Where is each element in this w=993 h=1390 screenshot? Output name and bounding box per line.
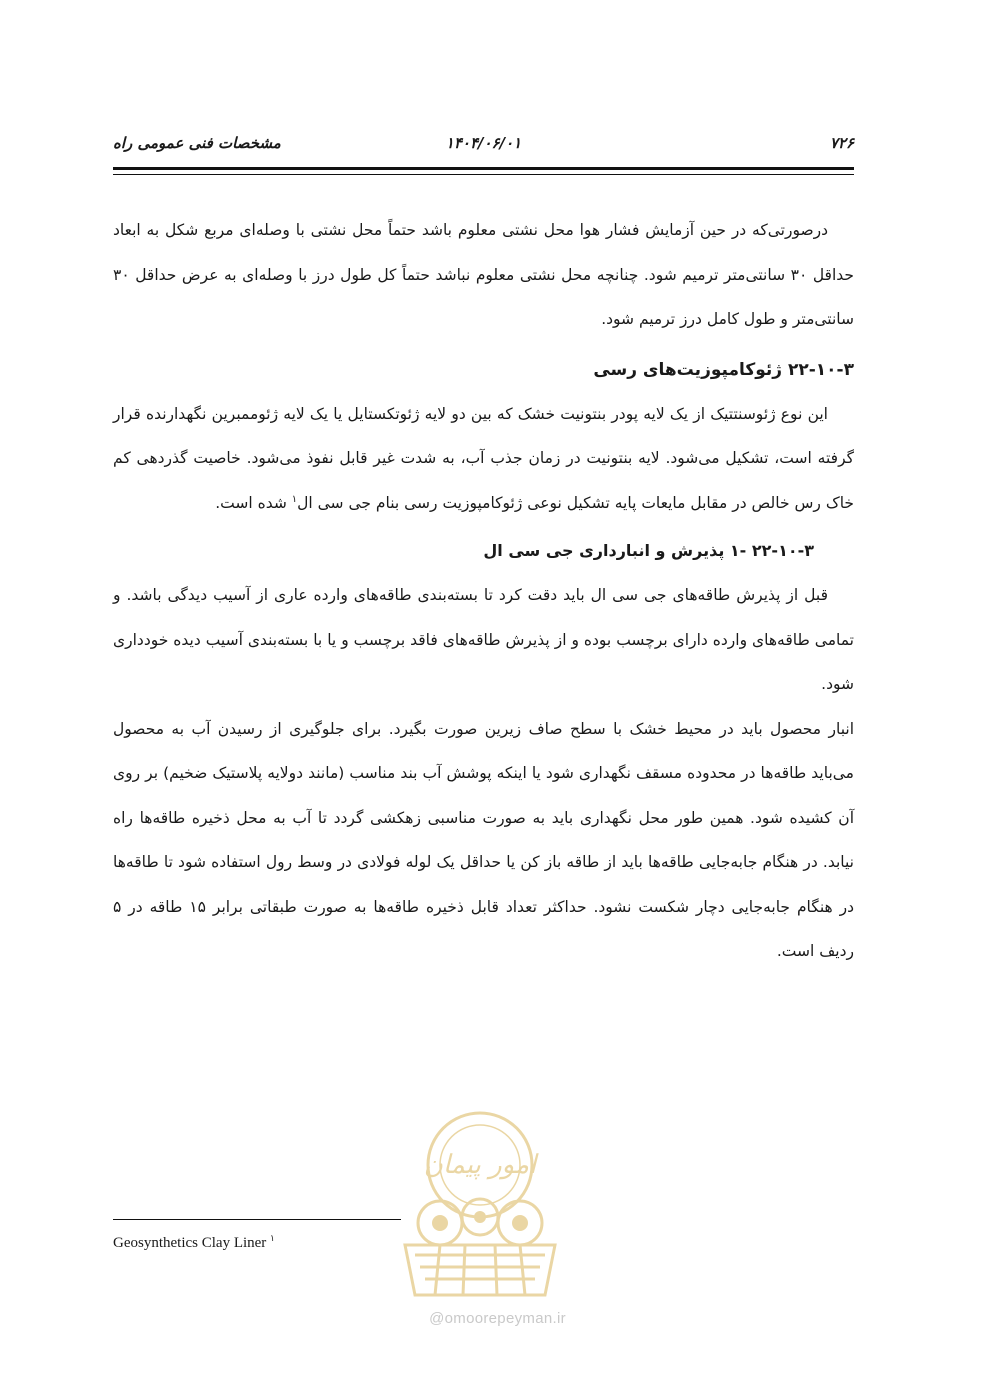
subsection-heading: ۲۲-۱۰-۳ -۱ پذیرش و انبارداری جی سی ال xyxy=(483,541,814,560)
section-paragraph xyxy=(113,392,854,526)
svg-text:امور پیمان: امور پیمان xyxy=(423,1150,537,1180)
watermark-logo-icon xyxy=(395,1105,565,1300)
subsection-paragraph-2: انبار محصول باید در محیط خشک با سطح صاف زیرین صورت بگیرد. برای جلوگیری از رسیدن آب به محصول می‌باید طاقه‌ها در محدوده مسقف نگهداری شود یا اینکه پوشش آب بند مناسب (مانند دولایه پلاستیک ضخیم) بر روی آن کشیده شود. همین طور محل نگهداری باید به صورت مناسبی زهکشی گردد تا آب به محل ذخیره طاقه‌ها راه نیابد. در هنگام جابه‌جایی طاقه‌ها باید از طاقه باز کن یا حداقل یک لوله فولادی در وسط رول استفاده شود تا طاقه‌ها در هنگام جابه‌جایی دچار شکست نشود. حداکثر تعداد قابل ذخیره طاقه‌ها به صورت طبقاتی برابر ۱۵ طاقه در ۵ ردیف است. xyxy=(113,719,854,960)
footnote-reference[interactable]: ۱ xyxy=(291,493,298,505)
footnote xyxy=(113,1233,275,1252)
footnote-text: Geosynthetics Clay Liner xyxy=(113,1235,267,1251)
header-date: ۱۴۰۴/۰۶/۰۱ xyxy=(445,134,522,152)
header-rule-thick xyxy=(113,167,854,170)
section-heading: ۲۲-۱۰-۳ ژئوکامپوزیت‌های رسی xyxy=(593,359,854,380)
body-text xyxy=(113,208,854,974)
footnote-marker: ۱ xyxy=(270,1233,275,1243)
section-paragraph-end: شده است. xyxy=(215,493,292,512)
intro-paragraph: درصورتی‌که در حین آزمایش فشار هوا محل نشتی معلوم باشد حتماً محل نشتی با وصله‌ای مربع شکل به ابعاد حداقل ۳۰ سانتی‌متر ترمیم شود. چنانچه محل نشتی معلوم نباشد حتماً کل طول درز با وصله‌ای به عرض حداقل ۳۰ سانتی‌متر و طول کامل درز ترمیم شود. xyxy=(113,221,854,328)
book-title: مشخصات فنی عمومی راه xyxy=(113,134,281,152)
page-number: ۷۲۶ xyxy=(829,134,854,152)
page-header xyxy=(113,130,854,160)
section-paragraph-text: این نوع ژئوسنتتیک از یک لایه پودر بنتونیت خشک که بین دو لایه ژئوتکستایل یا یک لایه ژئوممبرین نگهدارنده قرار گرفته است، تشکیل می‌شود. لایه بنتونیت در زمان جذب آب، به شدت غیر قابل نفوذ می‌شود. خاصیت گذردهی کم خاک رس خالص در مقابل مایعات پایه تشکیل نوعی ژئوکامپوزیت رسی بنام جی سی ال xyxy=(113,404,854,512)
footnote-rule xyxy=(113,1219,401,1220)
header-rule-thin xyxy=(113,174,854,175)
watermark-site: @omoorepeyman.ir xyxy=(429,1310,566,1327)
subsection-paragraph-1: قبل از پذیرش طاقه‌های جی سی ال باید دقت کرد تا بسته‌بندی طاقه‌های وارده عاری از آسیب دیدگی باشد. و تمامی طاقه‌های وارده دارای برچسب بوده و از پذیرش طاقه‌های فاقد برچسب و یا با بسته‌بندی آسیب دیده خودداری شود. xyxy=(113,586,854,693)
